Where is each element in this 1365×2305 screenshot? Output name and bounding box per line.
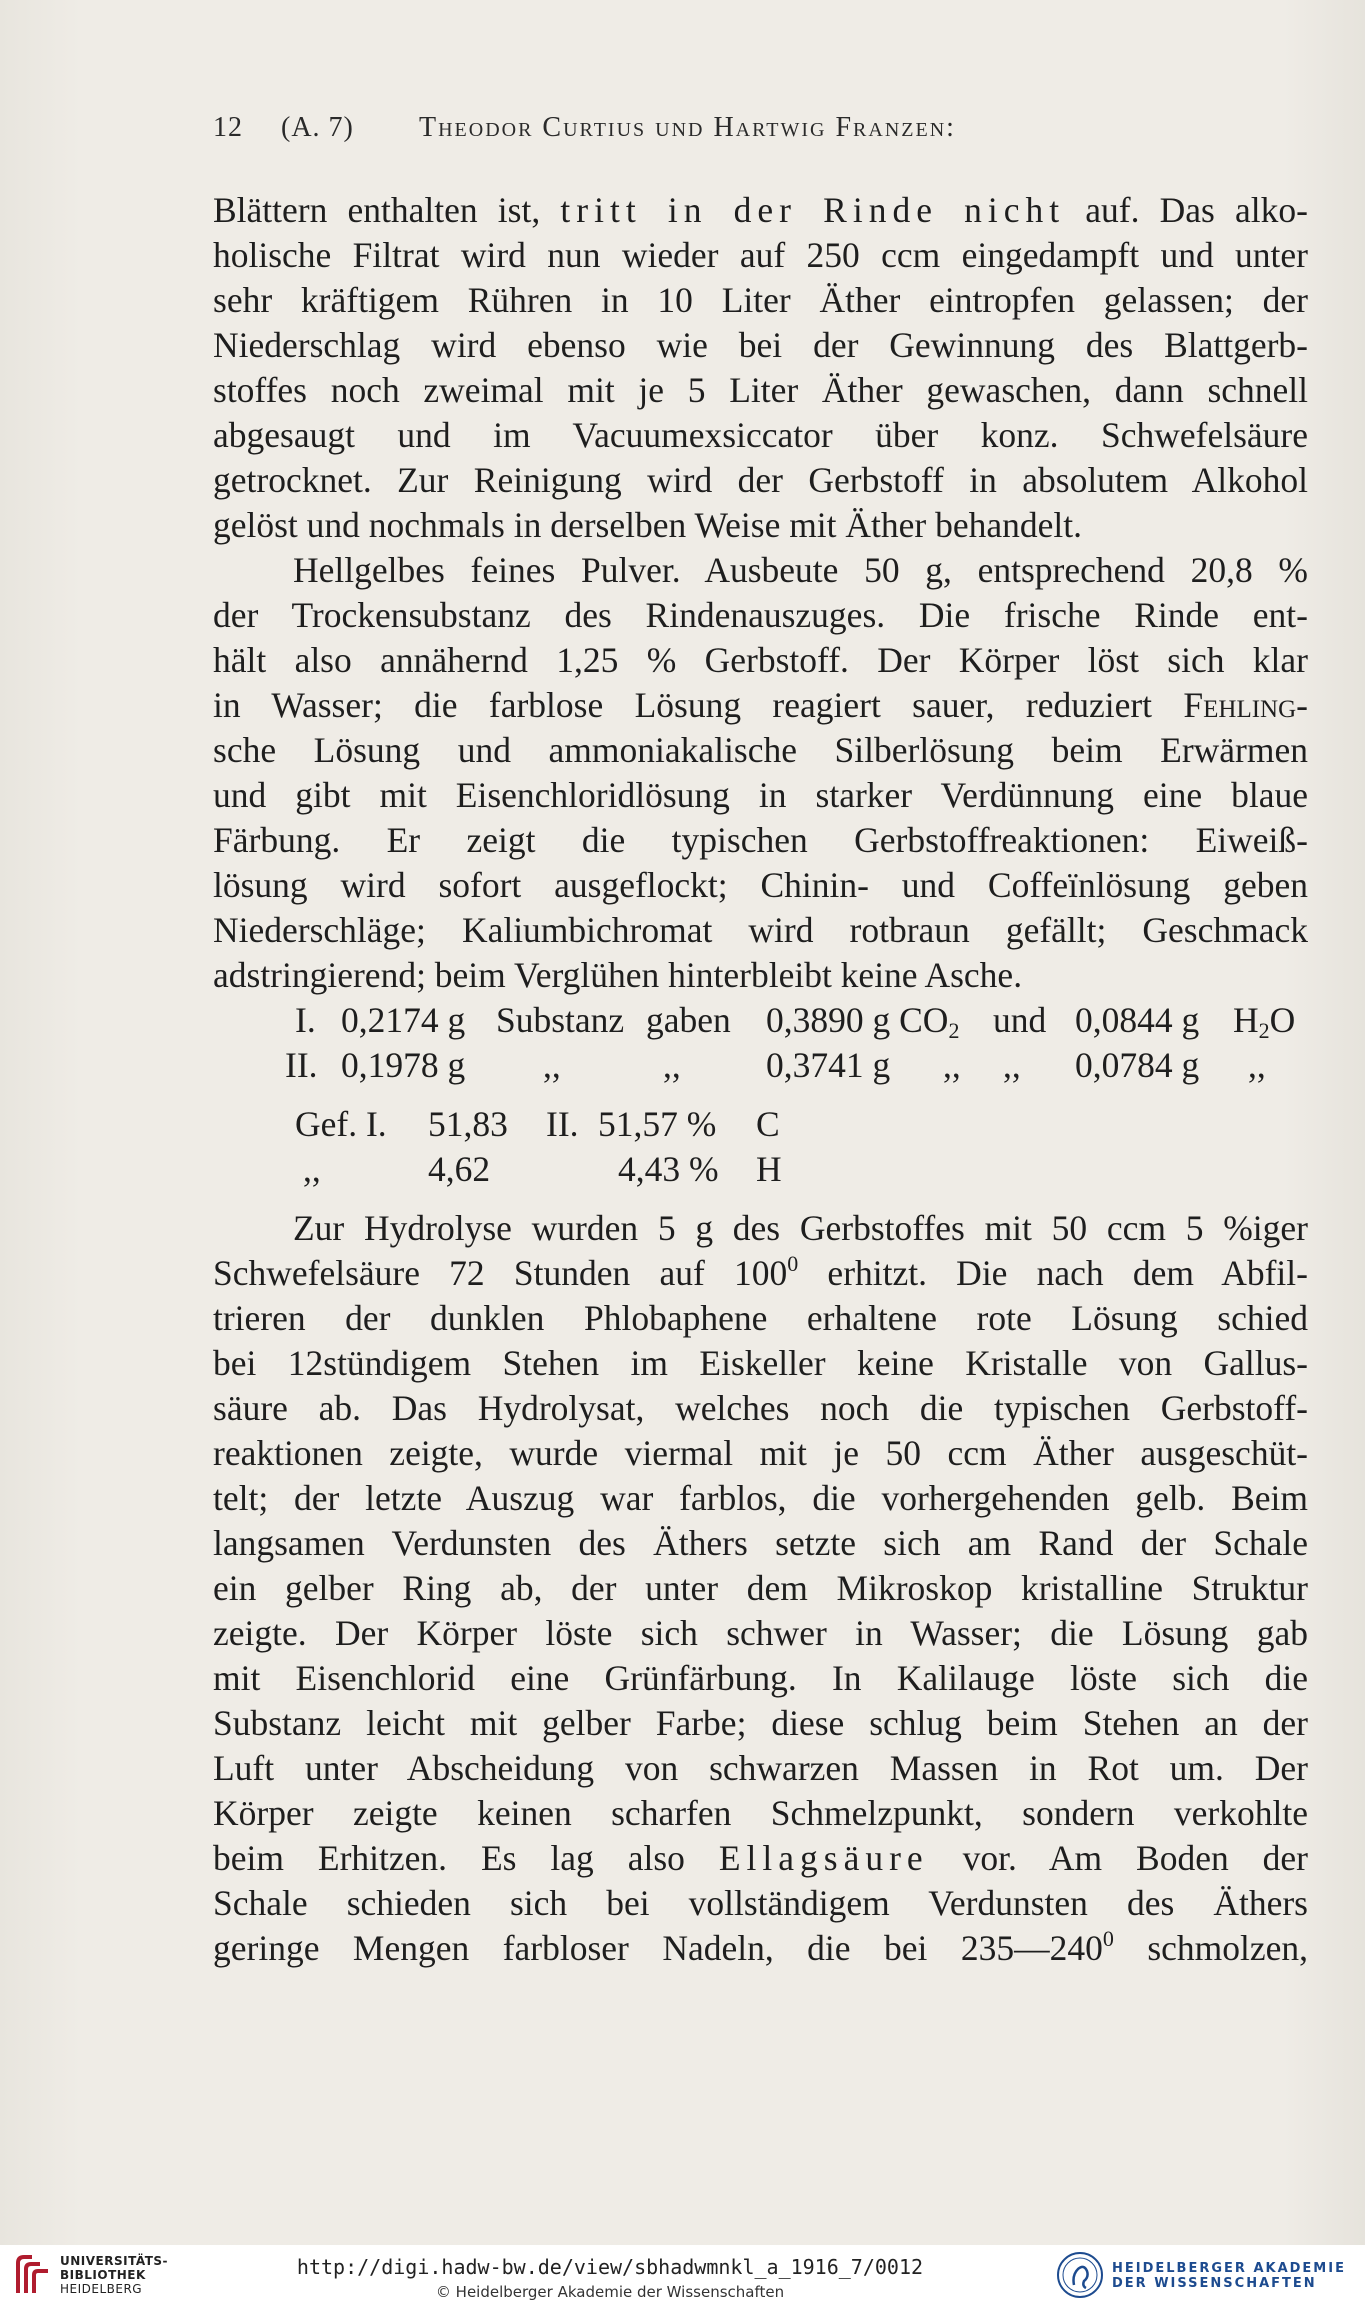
- text-line: Hellgelbes feines Pulver. Ausbeute 50 g, entsprechend 20,8 %: [293, 550, 1308, 590]
- text-line: beim Erhitzen. Es lag also Ellagsäure vor. Am Boden der: [213, 1838, 1308, 1878]
- text-line: Substanz leicht mit gelber Farbe; diese schlug beim Stehen an der: [213, 1703, 1308, 1743]
- text-line: gelöst und nochmals in derselben Weise mit Äther behandelt.: [213, 505, 1082, 545]
- paragraph-1: [213, 188, 1308, 548]
- library-name: UNIVERSITÄTS- BIBLIOTHEK HEIDELBERG: [60, 2254, 169, 2296]
- body-text: [213, 188, 1308, 1971]
- text-line: hält also annähernd 1,25 % Gerbstoff. Der Körper löst sich klar: [213, 640, 1308, 680]
- text-line: Körper zeigte keinen scharfen Schmelzpunkt, sondern verkohlte: [213, 1793, 1308, 1833]
- text-line: getrocknet. Zur Reinigung wird der Gerbstoff in absolutem Alkohol: [213, 460, 1308, 500]
- text-line: mit Eisenchlorid eine Grünfärbung. In Kalilauge löste sich die: [213, 1658, 1308, 1698]
- text-line: holische Filtrat wird nun wieder auf 250 ccm eingedampft und unter: [213, 235, 1308, 275]
- text-line: Färbung. Er zeigt die typischen Gerbstoffreaktionen: Eiweiß-: [213, 820, 1308, 860]
- text-line: Niederschläge; Kaliumbichromat wird rotbraun gefällt; Geschmack: [213, 910, 1308, 950]
- analysis-row-3: Gef. I. 51,83 II. 51,57 % C: [295, 1104, 780, 1144]
- text-line: abgesaugt und im Vacuumexsiccator über konz. Schwefelsäure: [213, 415, 1308, 455]
- text-line: trieren der dunklen Phlobaphene erhaltene rote Lösung schied: [213, 1298, 1308, 1338]
- text-line: adstringierend; beim Verglühen hinterbleibt keine Asche.: [213, 955, 1023, 995]
- source-url-link[interactable]: http://digi.hadw-bw.de/view/sbhadwmnkl_a_1916_7/0012: [296, 2255, 924, 2279]
- text-line: sche Lösung und ammoniakalische Silberlösung beim Erwärmen: [213, 730, 1308, 770]
- footer-bar: [0, 2245, 1365, 2305]
- page-number: 12: [213, 112, 243, 143]
- running-header: [213, 112, 1153, 144]
- text-line: Schwefelsäure 72 Stunden auf $100^0$ erhitzt. Die nach dem Abfil-: [213, 1251, 1308, 1293]
- academy-seal-icon: [1056, 2251, 1104, 2299]
- text-line: Schale schieden sich bei vollständigem Verdunsten des Äthers: [213, 1883, 1308, 1923]
- header-authors: Theodor Curtius und Hartwig Franzen:: [419, 112, 956, 143]
- emphasis-spaced: Ellagsäure: [718, 1838, 929, 1878]
- paragraph-3: [213, 1206, 1308, 1971]
- paragraph-2: [213, 548, 1308, 998]
- text-line: geringe Mengen farbloser Nadeln, die bei $235—240^0$ schmolzen,: [213, 1926, 1309, 1968]
- text-line: Luft unter Abscheidung von schwarzen Massen in Rot um. Der: [213, 1748, 1308, 1788]
- text-line: in Wasser; die farblose Lösung reagiert sauer, reduziert Fehling-: [213, 685, 1308, 725]
- text-line: reaktionen zeigte, wurde viermal mit je 50 ccm Äther ausgeschüt-: [213, 1433, 1308, 1473]
- analysis-row-1: I. 0,2174 g Substanz gaben 0,3890 g $CO_2$ und 0,0844 g $H_2O$: [295, 1000, 1296, 1043]
- text-line: der Trockensubstanz des Rindenauszuges. Die frische Rinde ent-: [213, 595, 1308, 635]
- analysis-row-2: II. 0,1978 g ,, ,, 0,3741 g ,, ,, 0,0784 g ,,: [285, 1045, 1266, 1085]
- text-line: Zur Hydrolyse wurden 5 g des Gerbstoffes mit 50 ccm 5 %iger: [293, 1208, 1308, 1248]
- analysis-block: [213, 998, 1308, 1206]
- academy-name: HEIDELBERGER AKADEMIE DER WISSENSCHAFTEN: [1112, 2261, 1346, 2291]
- text-line: bei 12stündigem Stehen im Eiskeller keine Kristalle von Gallus-: [213, 1343, 1308, 1383]
- text-line: säure ab. Das Hydrolysat, welches noch die typischen Gerbstoff-: [213, 1388, 1308, 1428]
- analysis-row-4: ,, 4,62 4,43 % H: [303, 1149, 782, 1189]
- section-label: (A. 7): [281, 112, 354, 143]
- text-line: lösung wird sofort ausgeflockt; Chinin- und Coffeïnlösung geben: [213, 865, 1308, 905]
- university-library-logo-icon: [14, 2253, 54, 2297]
- text-line: telt; der letzte Auszug war farblos, die vorhergehenden gelb. Beim: [213, 1478, 1308, 1518]
- text-line: ein gelber Ring ab, der unter dem Mikroskop kristalline Struktur: [213, 1568, 1308, 1608]
- name-smallcaps: Fehling-: [1183, 685, 1308, 725]
- text-line: und gibt mit Eisenchloridlösung in starker Verdünnung eine blaue: [213, 775, 1308, 815]
- text-line: zeigte. Der Körper löste sich schwer in Wasser; die Lösung gab: [213, 1613, 1308, 1653]
- text-line: sehr kräftigem Rühren in 10 Liter Äther eintropfen gelassen; der: [213, 280, 1308, 320]
- emphasis-spaced: tritt in der Rinde nicht: [560, 190, 1066, 230]
- text-line: Blättern enthalten ist, tritt in der Rinde nicht auf. Das alko-: [213, 190, 1308, 230]
- text-line: langsamen Verdunsten des Äthers setzte sich am Rand der Schale: [213, 1523, 1308, 1563]
- text-line: Niederschlag wird ebenso wie bei der Gewinnung des Blattgerb-: [213, 325, 1308, 365]
- text-line: stoffes noch zweimal mit je 5 Liter Äther gewaschen, dann schnell: [213, 370, 1308, 410]
- copyright-notice: © Heidelberger Akademie der Wissenschaften: [435, 2283, 785, 2301]
